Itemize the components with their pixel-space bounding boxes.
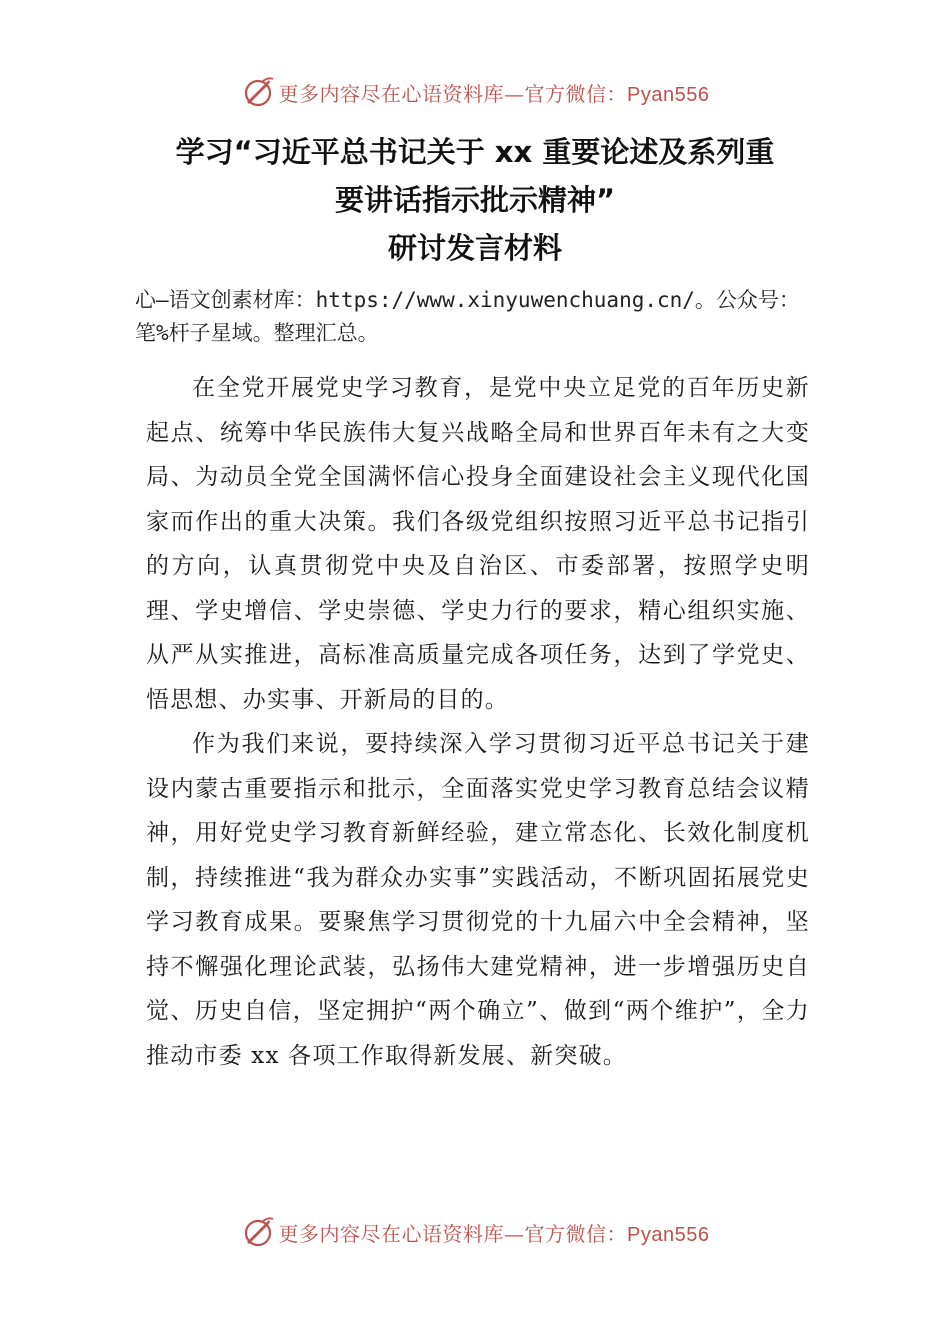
watermark-text: 更多内容尽在心语资料库—官方微信：Pyan556: [278, 81, 710, 106]
pen-circle-logo-icon: [241, 75, 275, 109]
footer-watermark: [0, 1212, 950, 1252]
document-title: [0, 128, 950, 272]
header-watermark: [0, 72, 950, 112]
title-line-2: 要讲话指示批示精神”: [334, 183, 616, 217]
document-body: [146, 366, 810, 1078]
watermark-text: 更多内容尽在心语资料库—官方微信：Pyan556: [278, 1221, 710, 1246]
source-note: 心—语文创素材库：https://www.xinyuwenchuang.cn/。公众号：笔%杆子星域。整理汇总。: [135, 288, 800, 345]
paragraph-1: 在全党开展党史学习教育，是党中央立足党的百年历史新起点、统筹中华民族伟大复兴战略全局和世界百年未有之大变局、为动员全党全国满怀信心投身全面建设社会主义现代化国家而作出的重大决策。我们各级党组织按照习近平总书记指引的方向，认真贯彻党中央及自治区、市委部署，按照学史明理、学史增信、学史崇德、学史力行的要求，精心组织实施、从严从实推进，高标准高质量完成各项任务，达到了学党史、悟思想、办实事、开新局的目的。: [146, 375, 810, 713]
title-line-3: 研讨发言材料: [387, 231, 562, 265]
paragraph-2: 作为我们来说，要持续深入学习贯彻习近平总书记关于建设内蒙古重要指示和批示，全面落实党史学习教育总结会议精神，用好党史学习教育新鲜经验，建立常态化、长效化制度机制，持续推进“我为群众办实事”实践活动，不断巩固拓展党史学习教育成果。要聚焦学习贯彻党的十九届六中全会精神，坚持不懈强化理论武装，弘扬伟大建党精神，进一步增强历史自觉、历史自信，坚定拥护“两个确立”、做到“两个维护”，全力推动市委 xx 各项工作取得新发展、新突破。: [146, 731, 810, 1069]
pen-circle-logo-icon: [241, 1215, 275, 1249]
title-line-1: 学习“习近平总书记关于 xx 重要论述及系列重: [175, 135, 775, 169]
